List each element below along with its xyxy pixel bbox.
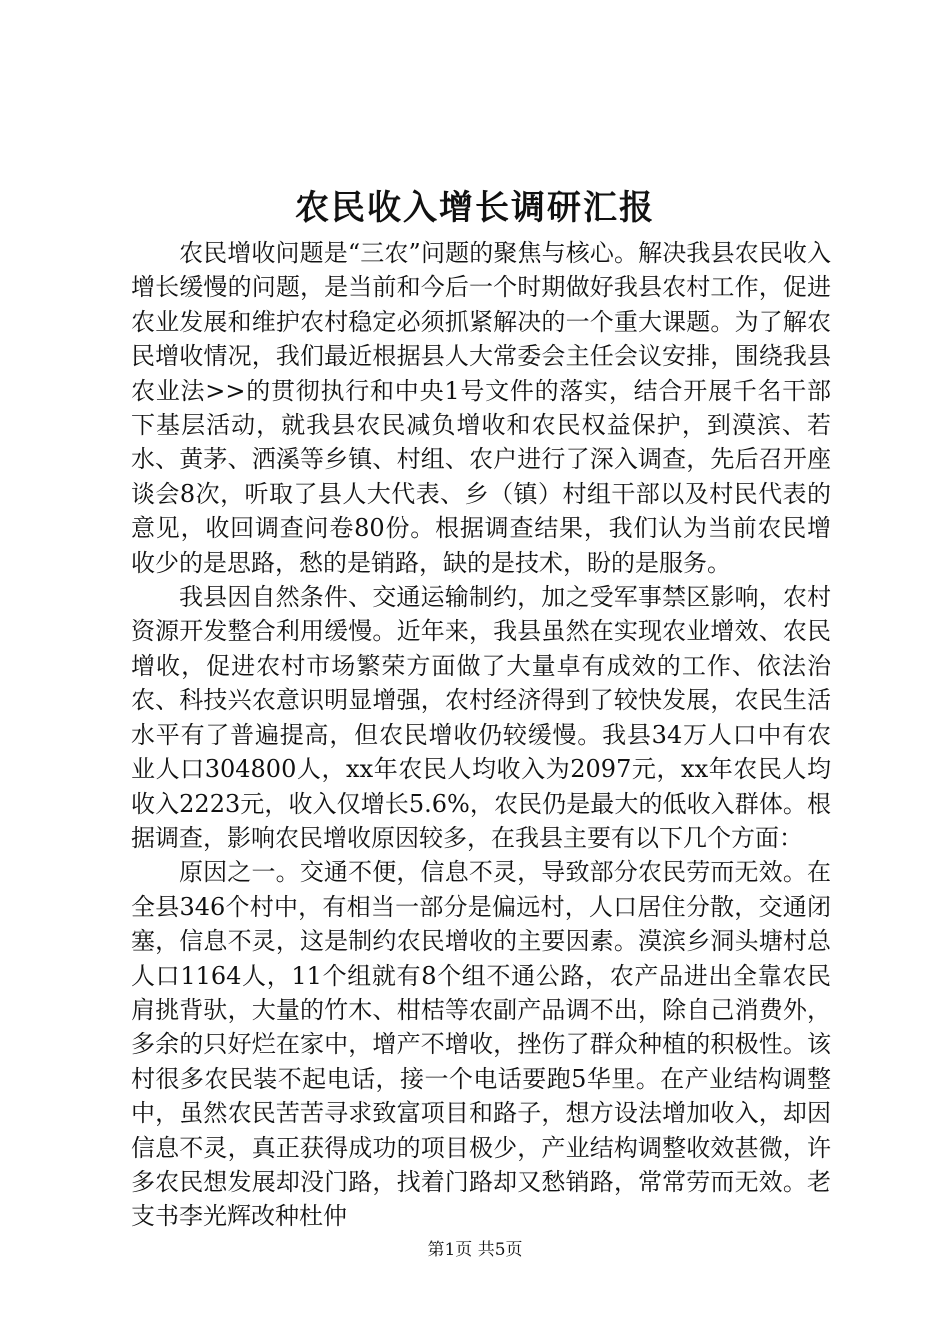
paragraph-background: 我县因自然条件、交通运输制约，加之受军事禁区影响，农村资源开发整合利用缓慢。近年来，我县虽然在实现农业增效、农民增收，促进农村市场繁荣方面做了大量卓有成效的工作、依法治农、科技兴农意识明显增强，农村经济得到了较快发展，农民生活水平有了普遍提高，但农民增收仍较缓慢。我县34万人口中有农业人口304800人，xx年农民人均收入为2097元，xx年农民人均收入2223元，收入仅增长5.6%，农民仍是最大的低收入群体。根据调查，影响农民增收原因较多，在我县主要有以下几个方面：: [131, 583, 831, 852]
document-title: 农民收入增长调研汇报: [295, 188, 655, 228]
page-number-footer: 第1页 共5页: [427, 1240, 523, 1260]
paragraph-reason-one: 原因之一。交通不便，信息不灵，导致部分农民劳而无效。在全县346个村中，有相当一部分是偏远村，人口居住分散，交通闭塞，信息不灵，这是制约农民增收的主要因素。漠滨乡洞头塘村总人口1164人，11个组就有8个组不通公路，农产品进出全靠农民肩挑背驮，大量的竹木、柑桔等农副产品调不出，除自己消费外，多余的只好烂在家中，增产不增收，挫伤了群众种植的积极性。该村很多农民装不起电话，接一个电话要跑5华里。在产业结构调整中，虽然农民苦苦寻求致富项目和路子，想方设法增加收入，却因信息不灵，真正获得成功的项目极少，产业结构调整收效甚微，许多农民想发展却没门路，找着门路却又愁销路，常常劳而无效。老支书李光辉改种杜仲: [131, 858, 831, 1231]
paragraph-intro: 农民增收问题是“三农”问题的聚焦与核心。解决我县农民收入增长缓慢的问题，是当前和今后一个时期做好我县农村工作，促进农业发展和维护农村稳定必须抓紧解决的一个重大课题。为了解农民增收情况，我们最近根据县人大常委会主任会议安排，围绕我县农业法>>的贯彻执行和中央1号文件的落实，结合开展千名干部下基层活动，就我县农民减负增收和农民权益保护，到漠滨、若水、黄茅、洒溪等乡镇、村组、农户进行了深入调查，先后召开座谈会8次，听取了县人大代表、乡（镇）村组干部以及村民代表的意见，收回调查问卷80份。根据调查结果，我们认为当前农民增收少的是思路，愁的是销路，缺的是技术，盼的是服务。: [131, 239, 831, 577]
document-body: [131, 236, 831, 1234]
